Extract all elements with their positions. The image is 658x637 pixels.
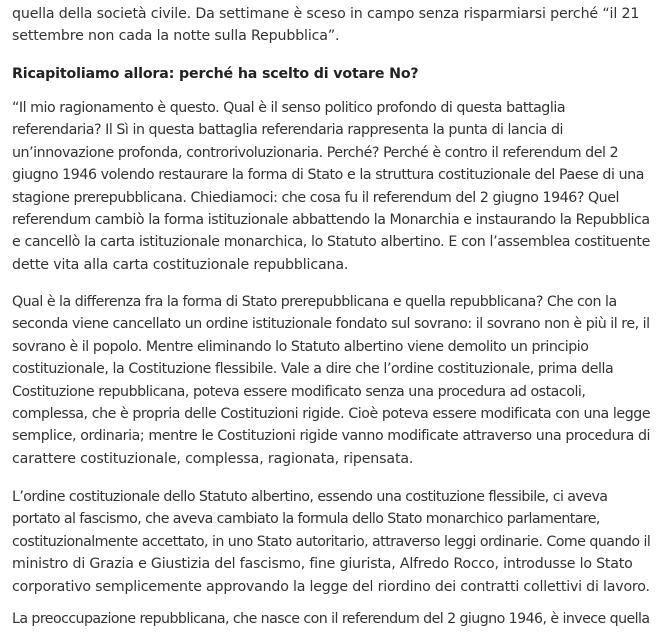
text-line: semplice, ordinaria; mentre le Costituzioni rigide vanno modificate attraverso una procedura di bbox=[12, 428, 651, 445]
text-line: referendaria? Il Sì in questa battaglia referendaria rappresenta la punta di lancia di bbox=[12, 122, 563, 139]
text-line: “Il mio ragionamento è questo. Qual è il senso politico profondo di questa battaglia bbox=[12, 100, 566, 116]
text-line: L’ordine costituzionale dello Statuto albertino, essendo una costituzione flessibile, ci aveva bbox=[12, 489, 608, 505]
question-heading bbox=[12, 63, 419, 85]
text-line: Costituzione repubblicana, poteva essere modificato senza una procedura ad ostacoli, bbox=[12, 383, 586, 400]
heading-text: Ricapitoliamo allora: perché ha scelto di votare No? bbox=[12, 66, 419, 82]
text-line: carattere costituzionale, complessa, ragionata, ripensata. bbox=[12, 450, 414, 467]
paragraph-answer-2 bbox=[12, 291, 650, 470]
text-line: Qual è la differenza fra la forma di Stato prerepubblicana e quella repubblicana? Che con la bbox=[12, 294, 617, 310]
paragraph-answer-1 bbox=[12, 97, 650, 276]
text-line: settembre non cada la notte sulla Repubblica”. bbox=[12, 28, 340, 45]
paragraph-answer-3 bbox=[12, 486, 650, 598]
text-line: costituzionale, la Costituzione flessibile. Vale a dire che l’ordine costituzionale, prima della bbox=[12, 361, 614, 378]
text-line: corporativo semplicemente approvando la legge del riordino dei contratti collettivi di lavoro. bbox=[12, 578, 650, 595]
text-line: referendum cambiò la forma istituzionale abbattendo la Monarchia e instaurando la Repubblica bbox=[12, 211, 650, 228]
text-line: un’innovazione profonda, controrivoluzionaria. Perché? Perché è contro il referendum del 2 bbox=[12, 144, 619, 161]
text-line: seconda viene cancellato un ordine istituzionale fondato sul sovrano: il sovrano non è più il re, il bbox=[12, 316, 650, 333]
text-line: dette vita alla carta costituzionale repubblicana. bbox=[12, 256, 349, 273]
text-line: sovrano è il popolo. Mentre eliminando lo Statuto albertino viene demolito un principio bbox=[12, 338, 589, 355]
text-line: quella della società civile. Da settimane è sceso in campo senza risparmiarsi perché “il 21 bbox=[12, 6, 640, 22]
text-line: costituzionalmente accettato, in uno Stato autoritario, attraverso leggi ordinarie. Come quando il bbox=[12, 533, 651, 550]
text-line: stagione prerepubblicana. Chiediamoci: che cosa fu il referendum del 2 giugno 1946? Quel bbox=[12, 189, 620, 206]
text-line: La preoccupazione repubblicana, che nasce con il referendum del 2 giugno 1946, è invece quella bbox=[12, 611, 650, 627]
text-line: portato al fascismo, che aveva cambiato la formula dello Stato monarchico parlamentare, bbox=[12, 511, 600, 528]
text-line: ministro di Grazia e Giustizia del fascismo, fine giurista, Alfredo Rocco, introdusse lo Stato bbox=[12, 556, 633, 573]
text-line: giugno 1946 volendo restaurare la forma di Stato e la struttura costituzionale del Paese di una bbox=[12, 167, 644, 184]
paragraph-answer-4 bbox=[12, 608, 650, 630]
paragraph-intro bbox=[12, 3, 639, 48]
text-line: complessa, che è propria delle Costituzioni rigide. Cioè poteva essere modificata con una legge bbox=[12, 405, 651, 422]
text-line: e cancellò la carta istituzionale monarchica, lo Statuto albertino. E con l’assemblea costituente bbox=[12, 234, 650, 251]
